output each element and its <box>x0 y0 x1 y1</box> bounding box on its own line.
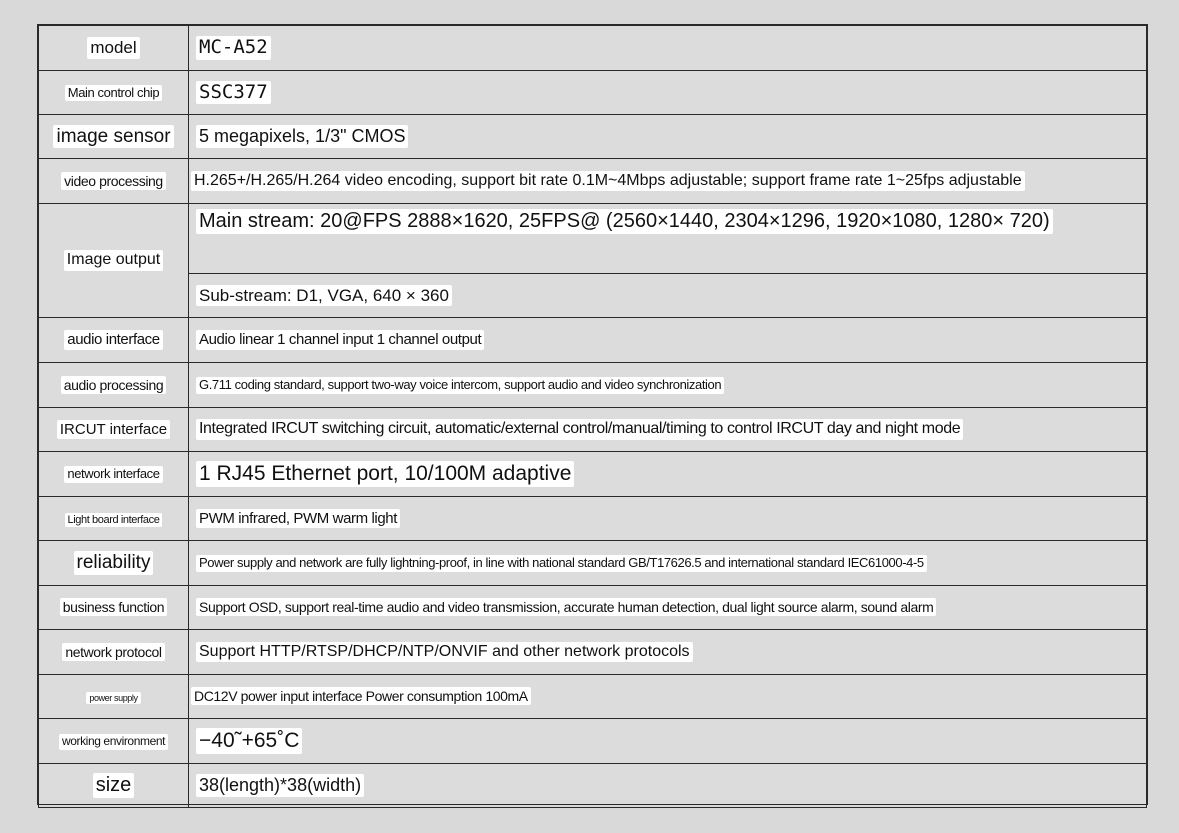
label-cell <box>39 586 189 630</box>
network-interface-label: network interface <box>64 466 162 483</box>
value-cell <box>189 586 1147 630</box>
environment-label: working environment <box>59 734 168 750</box>
business-value: Support OSD, support real-time audio and video transmission, accurate human detection, dual light source alarm, sound alarm <box>196 598 936 616</box>
label-cell <box>39 26 189 71</box>
label-cell <box>39 408 189 452</box>
row-protocol <box>39 630 1147 675</box>
label-cell <box>39 719 189 764</box>
label-cell <box>39 363 189 408</box>
label-cell <box>39 204 189 318</box>
audio-processing-label: audio processing <box>61 376 166 394</box>
value-cell <box>189 719 1147 764</box>
business-label: business function <box>60 598 167 616</box>
row-environment <box>39 719 1147 764</box>
label-cell <box>39 115 189 159</box>
network-interface-value: 1 RJ45 Ethernet port, 10/100M adaptive <box>196 461 574 487</box>
value-cell <box>189 318 1147 363</box>
spec-sheet <box>37 24 1148 805</box>
main-stream-value: Main stream: 20@FPS 2888×1620, 25FPS@ (2560×1440, 2304×1296, 1920×1080, 1280× 720) <box>196 209 1053 234</box>
row-audio-interface <box>39 318 1147 363</box>
value-cell <box>189 408 1147 452</box>
spec-table <box>38 25 1147 808</box>
label-cell <box>39 71 189 115</box>
value-cell <box>189 159 1147 204</box>
sub-stream-value: Sub-stream: D1, VGA, 640 × 360 <box>196 285 452 307</box>
label-cell <box>39 452 189 497</box>
size-value: 38(length)*38(width) <box>196 774 364 797</box>
row-main-stream <box>39 204 1147 274</box>
audio-interface-label: audio interface <box>64 330 162 349</box>
value-cell <box>189 26 1147 71</box>
power-value: DC12V power input interface Power consumption 100mA <box>191 687 531 705</box>
value-cell <box>189 204 1147 274</box>
row-video <box>39 159 1147 204</box>
label-cell <box>39 541 189 586</box>
reliability-value: Power supply and network are fully lightning-proof, in line with national standard GB/T17626.5 and international standard IEC61000-4-5 <box>196 555 927 572</box>
ircut-label: IRCUT interface <box>57 420 170 439</box>
size-label: size <box>93 773 135 798</box>
value-cell <box>189 452 1147 497</box>
row-power <box>39 675 1147 719</box>
label-cell <box>39 675 189 719</box>
row-model <box>39 26 1147 71</box>
chip-label: Main control chip <box>65 85 162 102</box>
model-label: model <box>87 37 139 59</box>
image-output-label: Image output <box>64 250 163 270</box>
chip-value: SSC377 <box>196 81 271 105</box>
row-business <box>39 586 1147 630</box>
value-cell <box>189 764 1147 808</box>
value-cell <box>189 541 1147 586</box>
row-sensor <box>39 115 1147 159</box>
sensor-label: image sensor <box>53 125 173 149</box>
row-ircut <box>39 408 1147 452</box>
label-cell <box>39 159 189 204</box>
power-label: power supply <box>86 692 140 704</box>
video-value: H.265+/H.265/H.264 video encoding, support bit rate 0.1M~4Mbps adjustable; support frame rate 1~25fps adjustable <box>191 171 1025 191</box>
light-board-label: Light board interface <box>65 513 163 528</box>
label-cell <box>39 497 189 541</box>
row-sub-stream <box>39 274 1147 318</box>
value-cell <box>189 274 1147 318</box>
label-cell <box>39 630 189 675</box>
row-audio-processing <box>39 363 1147 408</box>
value-cell <box>189 363 1147 408</box>
sensor-value: 5 megapixels, 1/3" CMOS <box>196 125 408 148</box>
value-cell <box>189 675 1147 719</box>
label-cell <box>39 318 189 363</box>
protocol-label: network protocol <box>62 643 164 661</box>
value-cell <box>189 115 1147 159</box>
reliability-label: reliability <box>74 551 154 575</box>
environment-value: −40˜+65˚C <box>196 728 302 754</box>
model-value: MC-A52 <box>196 36 271 60</box>
audio-processing-value: G.711 coding standard, support two-way voice intercom, support audio and video synchronization <box>196 377 724 394</box>
label-cell <box>39 764 189 808</box>
row-reliability <box>39 541 1147 586</box>
row-size <box>39 764 1147 808</box>
audio-interface-value: Audio linear 1 channel input 1 channel output <box>196 330 484 349</box>
ircut-value: Integrated IRCUT switching circuit, automatic/external control/manual/timing to control IRCUT day and night mode <box>196 419 963 439</box>
row-light-board <box>39 497 1147 541</box>
protocol-value: Support HTTP/RTSP/DHCP/NTP/ONVIF and other network protocols <box>196 642 693 662</box>
row-chip <box>39 71 1147 115</box>
value-cell <box>189 497 1147 541</box>
row-network-interface <box>39 452 1147 497</box>
light-board-value: PWM infrared, PWM warm light <box>196 509 400 528</box>
value-cell <box>189 71 1147 115</box>
video-label: video processing <box>61 172 166 190</box>
value-cell <box>189 630 1147 675</box>
